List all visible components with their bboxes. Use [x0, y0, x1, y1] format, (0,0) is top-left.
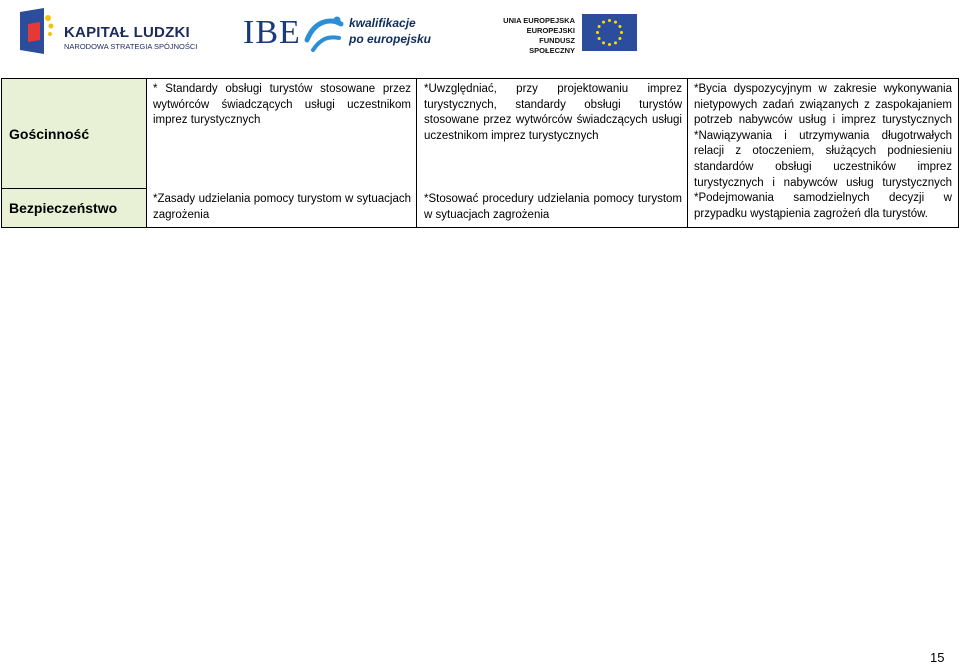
row-header-label: Bezpieczeństwo [9, 200, 118, 216]
row1-knowledge: * Standardy obsługi turystów stosowane przez wytwórców świadczących usługi uczestnikom imprez turystycznych [153, 83, 411, 127]
row2-skills: *Stosować procedury udzielania pomocy turystom w sytuacjach zagrożenia [424, 193, 682, 221]
eu-flag-icon [582, 14, 637, 51]
eu-caption-line1: UNIA EUROPEJSKA [503, 16, 575, 25]
ibe-wordmark: IBE [243, 14, 301, 51]
eu-logo [500, 14, 640, 55]
column-divider [687, 79, 688, 227]
kapital-ludzki-logo [14, 4, 198, 58]
runner-icon [303, 14, 345, 54]
social-competences: *Bycia dyspozycyjnym w zakresie wykonywania nietypowych zadań związanych z zaspokajaniem potrzeb nabywców usług i imprez turystycznych *Nawiązywania i utrzymywania długotrwałych relacji z otoczeniem, służących podniesieniu standardów obsługi uczestników imprez turystycznych i nabywców usług turystycznych *Podejmowania samodzielnych decyzji w przypadku wystąpienia zagrożeń dla turystów. [694, 83, 952, 220]
kwalifikacje-logo [303, 14, 432, 54]
page-number: 15 [930, 650, 945, 665]
kwalifikacje-line1: kwalifikacje [349, 16, 416, 30]
eu-caption-line2: EUROPEJSKI [526, 26, 575, 35]
ibe-logo [243, 10, 303, 52]
row-header-bezpieczenstwo [2, 188, 147, 227]
kapital-ludzki-title: KAPITAŁ LUDZKI [64, 24, 190, 41]
row-header-goscinnosc [2, 79, 147, 188]
competency-table [1, 78, 959, 228]
kapital-ludzki-subtitle: NARODOWA STRATEGIA SPÓJNOŚCI [64, 42, 198, 51]
eu-caption-line3: FUNDUSZ SPOŁECZNY [529, 36, 575, 55]
eu-caption [500, 16, 575, 56]
header-logos [0, 0, 960, 62]
row-header-label: Gościnność [9, 125, 90, 142]
row1-skills: *Uwzględniać, przy projektowaniu imprez turystycznych, standardy obsługi turystów stosowane przez wytwórców świadczących usługi uczestnikom imprez turystycznych [424, 83, 682, 142]
column-divider [416, 79, 417, 227]
kapital-ludzki-emblem-icon [14, 4, 58, 58]
row2-knowledge: *Zasady udzielania pomocy turystom w sytuacjach zagrożenia [153, 193, 411, 221]
kwalifikacje-line2: po europejsku [349, 32, 432, 46]
column-divider [146, 79, 147, 227]
